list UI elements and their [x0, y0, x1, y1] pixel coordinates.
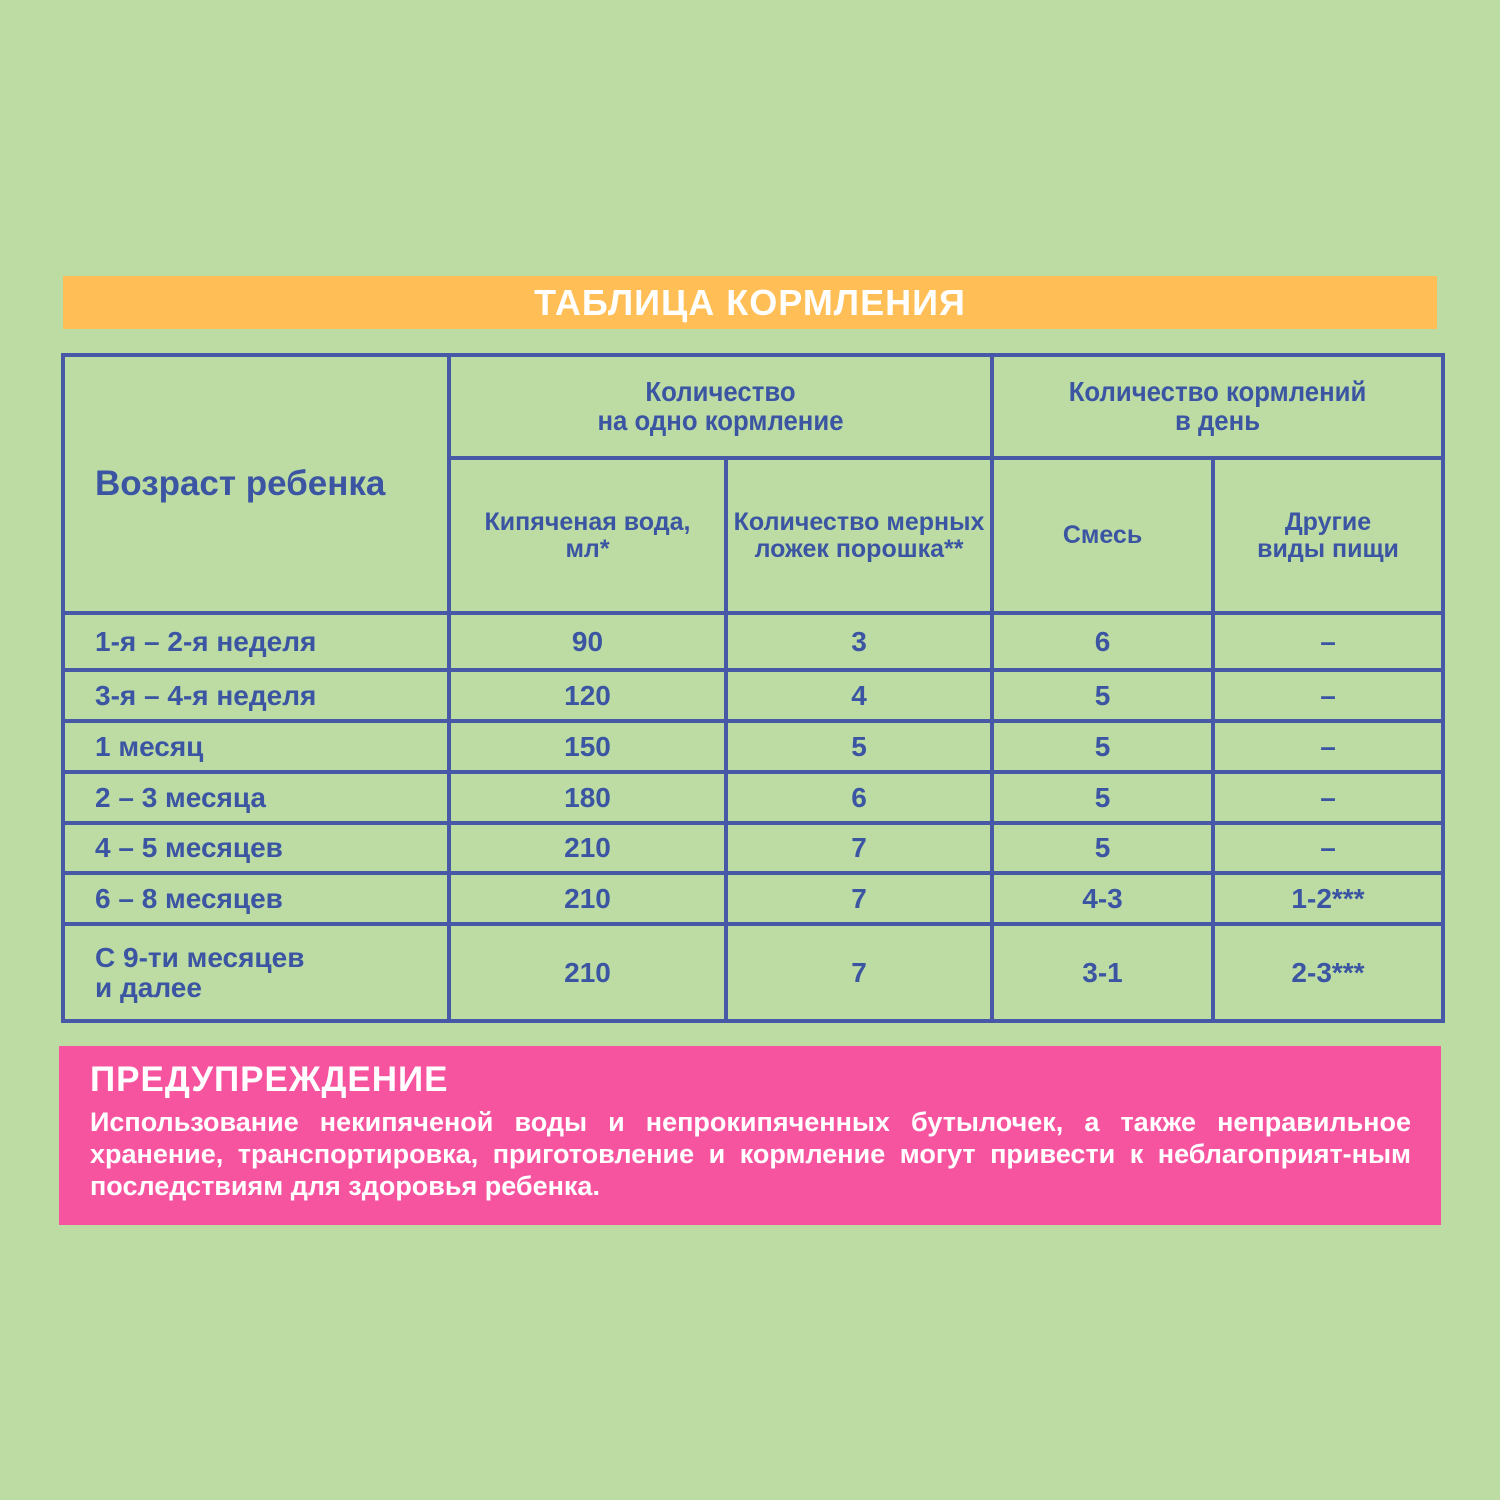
- table-row: [63, 772, 1443, 823]
- spoons-cell: 3: [726, 613, 992, 670]
- formula-cell: 3-1: [992, 924, 1213, 1021]
- water-cell: 180: [449, 772, 726, 823]
- age-cell: 1 месяц: [63, 721, 449, 771]
- age-cell: С 9-ти месяцев и далее: [63, 924, 449, 1021]
- table-row: [63, 924, 1443, 1021]
- spoons-cell: 4: [726, 670, 992, 721]
- formula-cell: 5: [992, 772, 1213, 823]
- feedings-per-day-header: Количество кормлений в день: [992, 355, 1443, 458]
- other-food-cell: –: [1213, 613, 1443, 670]
- age-cell: 3-я – 4-я неделя: [63, 670, 449, 721]
- warning-title: ПРЕДУПРЕЖДЕНИЕ: [90, 1060, 449, 1099]
- other-food-cell: 1-2***: [1213, 873, 1443, 924]
- table-row: [63, 721, 1443, 771]
- other-food-cell: –: [1213, 670, 1443, 721]
- table-row: [63, 823, 1443, 872]
- age-cell: 6 – 8 месяцев: [63, 873, 449, 924]
- water-cell: 210: [449, 873, 726, 924]
- table-row: [63, 873, 1443, 924]
- formula-cell: 4-3: [992, 873, 1213, 924]
- formula-header: Смесь: [992, 458, 1213, 613]
- age-cell: 4 – 5 месяцев: [63, 823, 449, 872]
- water-cell: 120: [449, 670, 726, 721]
- table-title: ТАБЛИЦА КОРМЛЕНИЯ: [534, 281, 966, 323]
- spoons-header: Количество мерных ложек порошка**: [726, 458, 992, 613]
- water-cell: 150: [449, 721, 726, 771]
- per-feeding-header: Количество на одно кормление: [449, 355, 992, 458]
- other-food-cell: –: [1213, 721, 1443, 771]
- age-cell: 2 – 3 месяца: [63, 772, 449, 823]
- warning-box: [59, 1046, 1441, 1225]
- feeding-table: [61, 353, 1445, 1023]
- other-food-header: Другие виды пищи: [1213, 458, 1443, 613]
- water-header: Кипяченая вода, мл*: [449, 458, 726, 613]
- spoons-cell: 6: [726, 772, 992, 823]
- age-cell: 1-я – 2-я неделя: [63, 613, 449, 670]
- formula-cell: 5: [992, 670, 1213, 721]
- water-cell: 210: [449, 823, 726, 872]
- other-food-cell: –: [1213, 772, 1443, 823]
- spoons-cell: 5: [726, 721, 992, 771]
- warning-text: Использование некипяченой воды и непрокипяченных бутылочек, а также неправильное хранение, транспортировка, приготовление и кормление могут привести к неблагоприят-ным последствиям для здоровья ребенка.: [90, 1107, 1411, 1201]
- water-cell: 210: [449, 924, 726, 1021]
- spoons-cell: 7: [726, 873, 992, 924]
- other-food-cell: –: [1213, 823, 1443, 872]
- spoons-cell: 7: [726, 823, 992, 872]
- table-title-bar: [63, 276, 1437, 329]
- other-food-cell: 2-3***: [1213, 924, 1443, 1021]
- formula-cell: 6: [992, 613, 1213, 670]
- formula-cell: 5: [992, 823, 1213, 872]
- spoons-cell: 7: [726, 924, 992, 1021]
- age-header: Возраст ребенка: [63, 355, 449, 613]
- formula-cell: 5: [992, 721, 1213, 771]
- water-cell: 90: [449, 613, 726, 670]
- table-row: [63, 670, 1443, 721]
- table-row: [63, 613, 1443, 670]
